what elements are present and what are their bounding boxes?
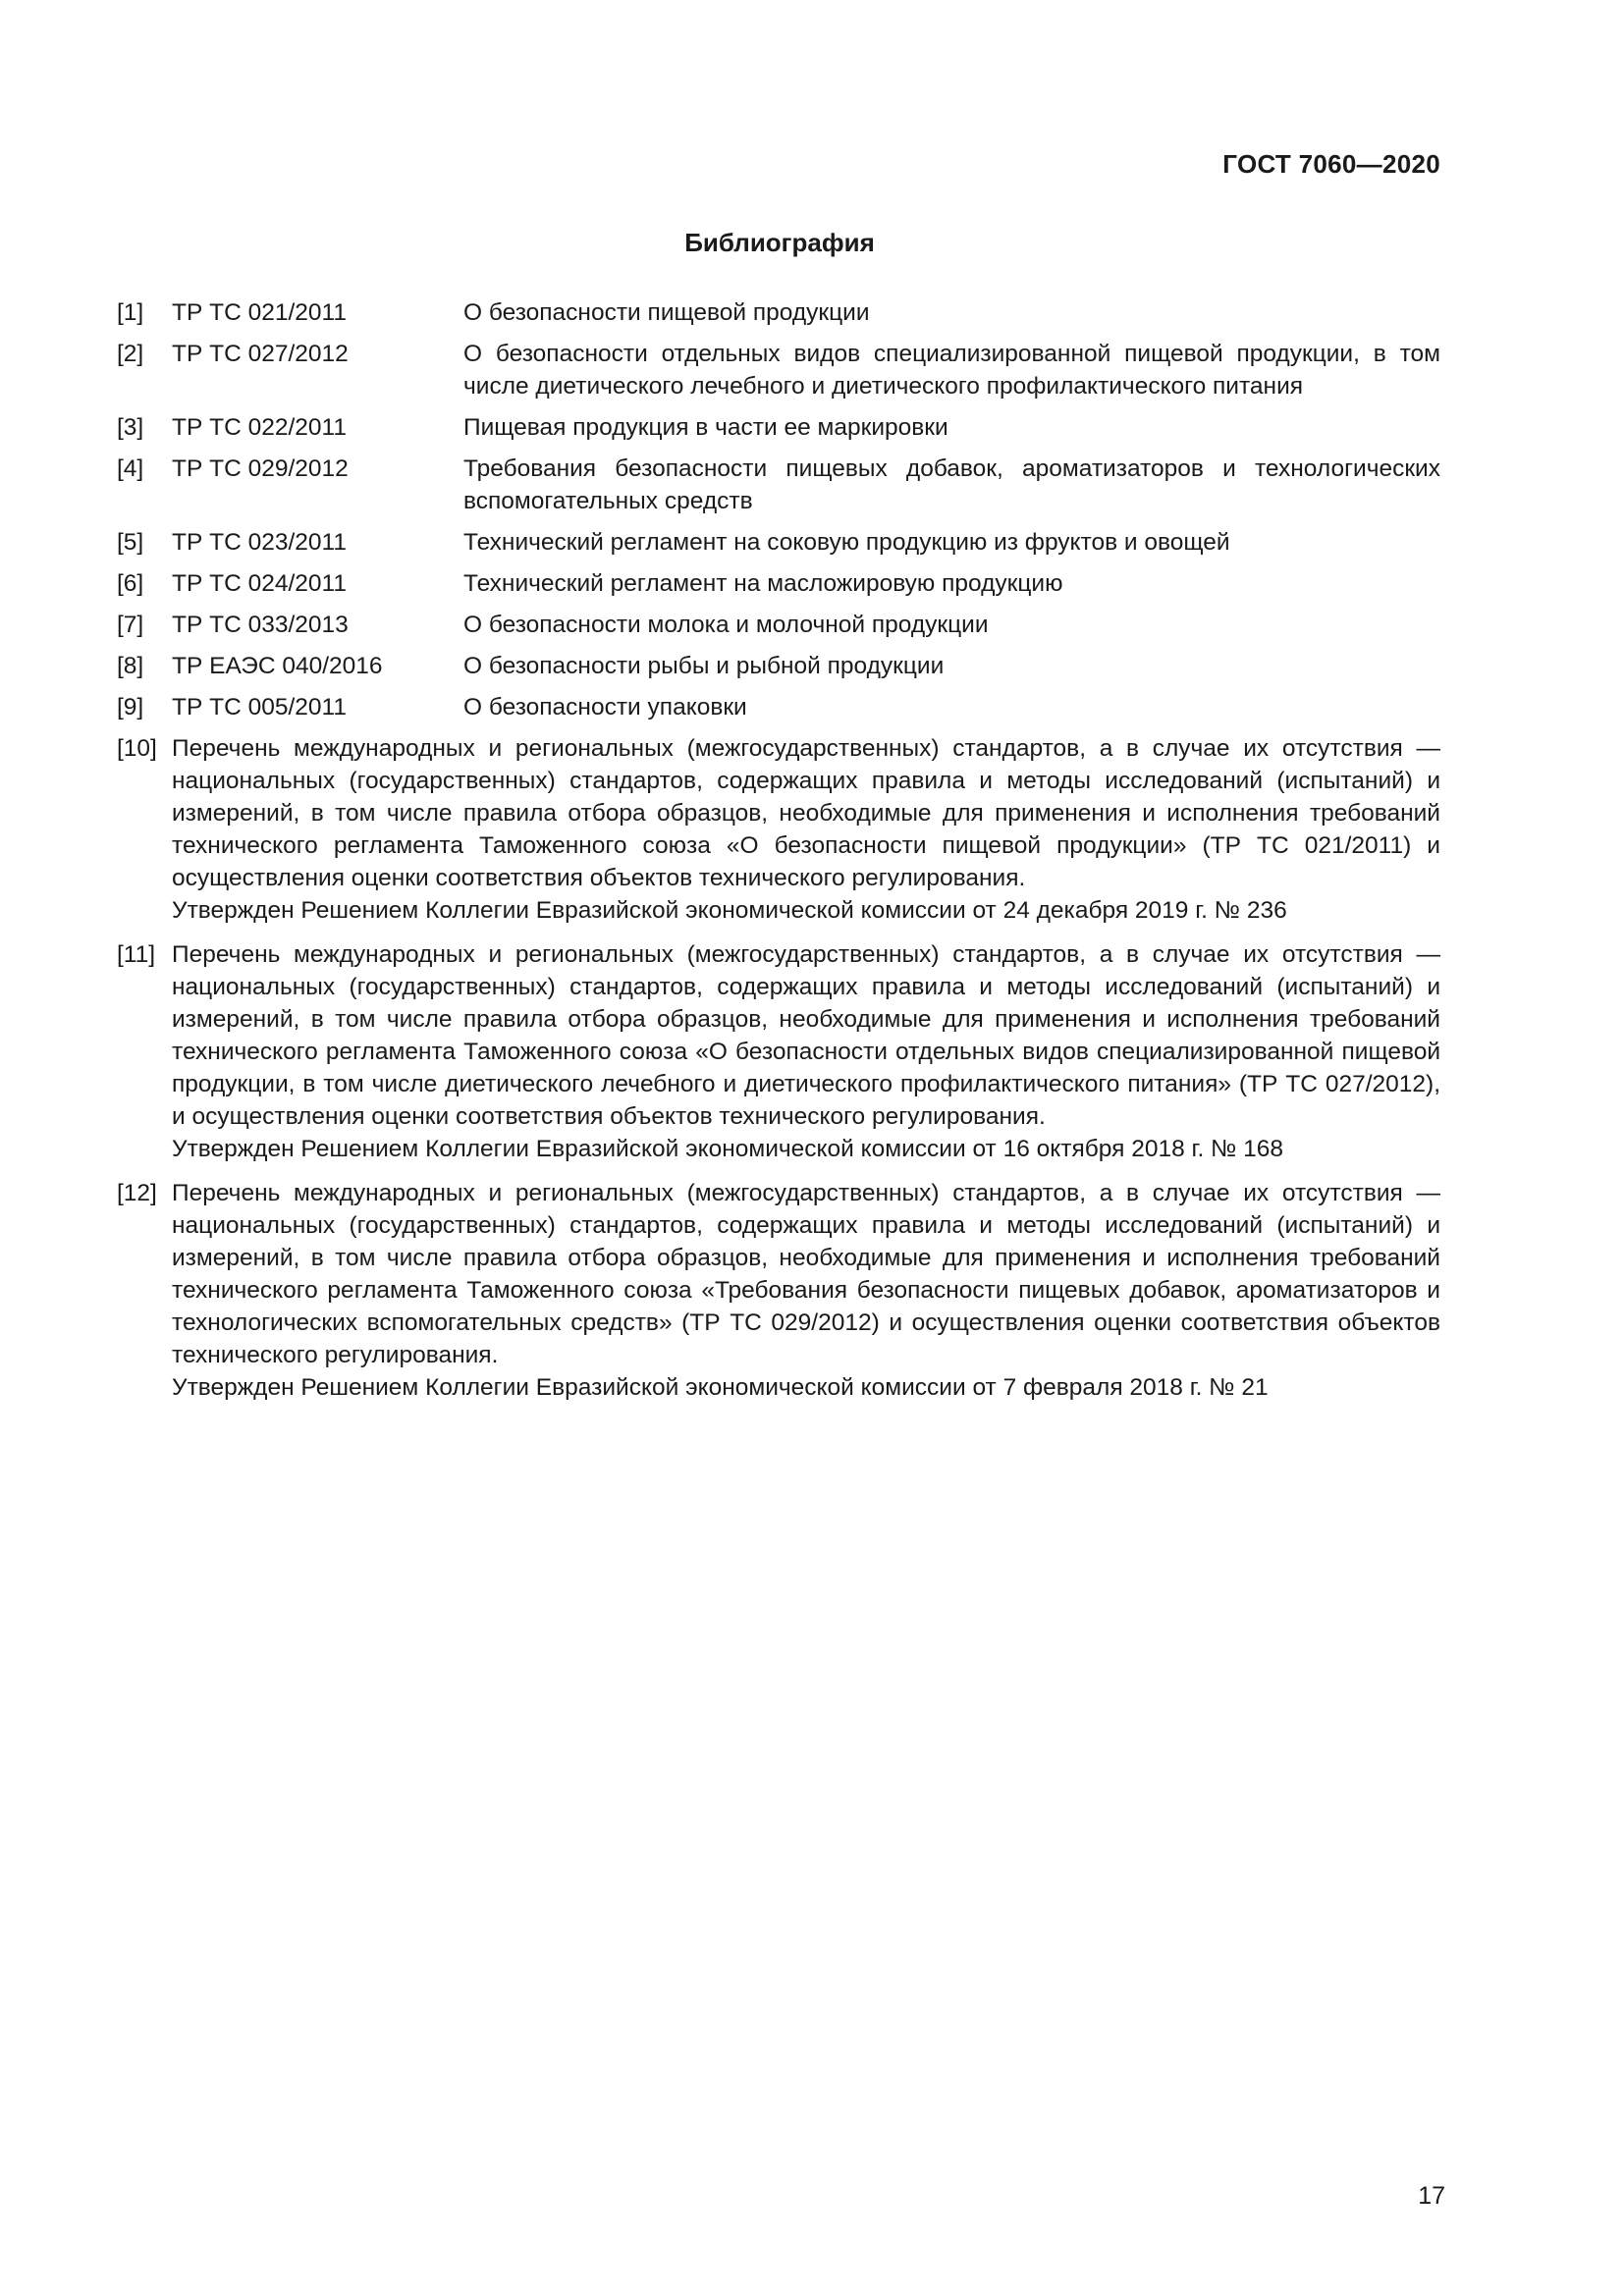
bibliography-item-long	[117, 732, 1440, 927]
item-title: Требования безопасности пищевых добавок, ароматизаторов и технологических вспомогательных средств	[463, 455, 1440, 514]
item-code: ТР ТС 027/2012	[172, 341, 349, 367]
item-number: [1]	[117, 299, 144, 326]
item-title: О безопасности рыбы и рыбной продукции	[463, 653, 945, 679]
item-number: [5]	[117, 529, 144, 556]
item-title: О безопасности упаковки	[463, 694, 747, 721]
item-approval: Утвержден Решением Коллегии Евразийской экономической комиссии от 16 октября 2018 г. № 168	[172, 1136, 1284, 1162]
bibliography-item	[117, 609, 1440, 641]
item-title: Пищевая продукция в части ее маркировки	[463, 414, 948, 441]
item-code: ТР ТС 033/2013	[172, 612, 349, 638]
item-code: ТР ТС 005/2011	[172, 694, 347, 721]
item-number: [7]	[117, 612, 144, 638]
item-number: [2]	[117, 341, 144, 367]
item-approval: Утвержден Решением Коллегии Евразийской экономической комиссии от 7 февраля 2018 г. № 21	[172, 1374, 1269, 1401]
bibliography-item	[117, 691, 1440, 723]
item-number: [10]	[117, 735, 157, 762]
item-number: [4]	[117, 455, 144, 482]
item-description: Перечень международных и региональных (межгосударственных) стандартов, а в случае их отсутствия — национальных (государственных) стандартов, содержащих правила и методы исследований (испытаний) и измерений, в том числе правила отбора образцов, необходимые для применения и исполнения требований технического регламента Таможенного союза «О безопасности пищевой продукции» (ТР ТС 021/2011) и осуществления оценки соответствия объектов технического регулирования.	[172, 735, 1440, 891]
item-title: О безопасности отдельных видов специализированной пищевой продукции, в том числе диетического лечебного и диетического профилактического питания	[463, 341, 1440, 400]
bibliography-item	[117, 296, 1440, 329]
bibliography-list	[117, 296, 1440, 1415]
item-title: О безопасности молока и молочной продукции	[463, 612, 989, 638]
item-number: [12]	[117, 1180, 157, 1206]
page-number: 17	[1418, 2182, 1445, 2210]
item-number: [3]	[117, 414, 144, 441]
document-code: ГОСТ 7060—2020	[1222, 149, 1440, 179]
section-title: Библиография	[684, 228, 875, 257]
bibliography-item	[117, 411, 1440, 444]
item-number: [9]	[117, 694, 144, 721]
item-title: О безопасности пищевой продукции	[463, 299, 870, 326]
bibliography-item	[117, 453, 1440, 517]
item-code: ТР ТС 021/2011	[172, 299, 347, 326]
item-description: Перечень международных и региональных (межгосударственных) стандартов, а в случае их отсутствия — национальных (государственных) стандартов, содержащих правила и методы исследований (испытаний) и измерений, в том числе правила отбора образцов, необходимые для применения и исполнения требований технического регламента Таможенного союза «Требования безопасности пищевых добавок, ароматизаторов и технологических вспомогательных средств» (ТР ТС 029/2012) и осуществления оценки соответствия объектов технического регулирования.	[172, 1180, 1440, 1368]
bibliography-item-long	[117, 938, 1440, 1165]
item-code: ТР ТС 023/2011	[172, 529, 347, 556]
bibliography-item	[117, 338, 1440, 402]
item-description: Перечень международных и региональных (межгосударственных) стандартов, а в случае их отсутствия — национальных (государственных) стандартов, содержащих правила и методы исследований (испытаний) и измерений, в том числе правила отбора образцов, необходимые для применения и исполнения требований технического регламента Таможенного союза «О безопасности отдельных видов специализированной пищевой продукции, в том числе диетического лечебного и диетического профилактического питания» (ТР ТС 027/2012), и осуществления оценки соответствия объектов технического регулирования.	[172, 941, 1440, 1130]
item-number: [6]	[117, 570, 144, 597]
bibliography-item	[117, 650, 1440, 682]
item-code: ТР ТС 022/2011	[172, 414, 347, 441]
item-title: Технический регламент на масложировую продукцию	[463, 570, 1063, 597]
bibliography-item	[117, 526, 1440, 559]
item-number: [11]	[117, 941, 156, 968]
item-approval: Утвержден Решением Коллегии Евразийской экономической комиссии от 24 декабря 2019 г. № 236	[172, 897, 1287, 924]
item-code: ТР ТС 029/2012	[172, 455, 349, 482]
item-number: [8]	[117, 653, 144, 679]
item-code: ТР ЕАЭС 040/2016	[172, 653, 383, 679]
bibliography-item-long	[117, 1177, 1440, 1404]
item-title: Технический регламент на соковую продукцию из фруктов и овощей	[463, 529, 1230, 556]
item-code: ТР ТС 024/2011	[172, 570, 347, 597]
bibliography-item	[117, 567, 1440, 600]
